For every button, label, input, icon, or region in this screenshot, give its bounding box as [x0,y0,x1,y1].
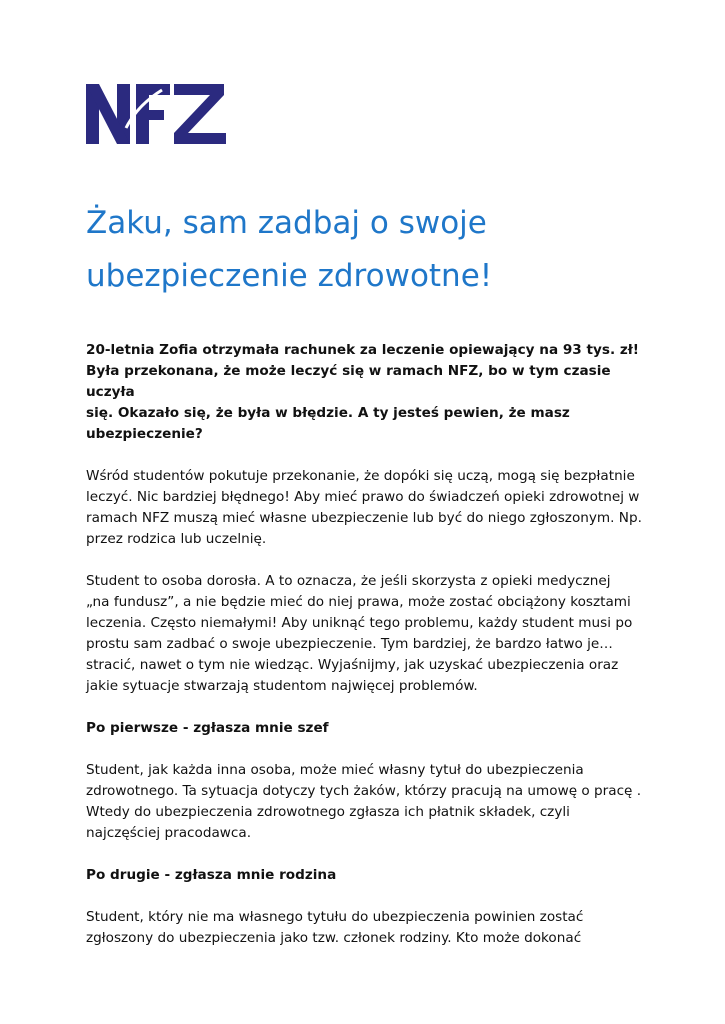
paragraph-1: Wśród studentów pokutuje przekonanie, że dopóki się uczą, mogą się bezpłatnie leczyć. Nic bardziej błędnego! Aby mieć prawo do świadczeń opieki zdrowotnej w ramach NFZ muszą mieć własne ubezpieczenie lub być do niego zgłoszonym. Np. przez rodzica lub uczelnię. [86,468,642,547]
nfz-logo [86,82,228,146]
paragraph-2: Student to osoba dorosła. A to oznacza, że jeśli skorzysta z opieki medycznej „na fundusz”, a nie będzie mieć do niej prawa, może zostać obciążony kosztami leczenia. Często niemałymi! Aby uniknąć tego problemu, każdy student musi po prostu sam zadbać o swoje ubezpieczenie. Tym bardziej, że bardzo łatwo je… stracić, nawet o tym nie wiedząc. Wyjaśnijmy, jak uzyskać ubezpieczenia oraz jakie sytuacje stwarzają studentom najwięcej problemów. [86,573,633,694]
title-line-1: Żaku, sam zadbaj o swoje [86,205,487,241]
lead-paragraph: 20-letnia Zofia otrzymała rachunek za leczenie opiewający na 93 tys. zł! Była przekonana, że może leczyć się w ramach NFZ, bo w tym czasie uczyła się. Okazało się, że była w błędzie. A ty jesteś pewien, że masz ubezpieczenie? [86,342,639,442]
title-line-2: ubezpieczenie zdrowotne! [86,258,493,294]
paragraph-4: Student, który nie ma własnego tytułu do ubezpieczenia powinien zostać zgłoszony do ubezpieczenia jako tzw. członek rodziny. Kto może dokonać [86,909,584,946]
section-heading-2: Po drugie - zgłasza mnie rodzina [86,867,337,883]
article-body [86,340,646,949]
section-heading-1: Po pierwsze - zgłasza mnie szef [86,720,329,736]
page-title [86,197,686,303]
paragraph-3: Student, jak każda inna osoba, może mieć własny tytuł do ubezpieczenia zdrowotnego. Ta sytuacja dotyczy tych żaków, którzy pracują na umowę o pracę . Wtedy do ubezpieczenia zdrowotnego zgłasza ich płatnik składek, czyli najczęściej pracodawca. [86,762,642,841]
